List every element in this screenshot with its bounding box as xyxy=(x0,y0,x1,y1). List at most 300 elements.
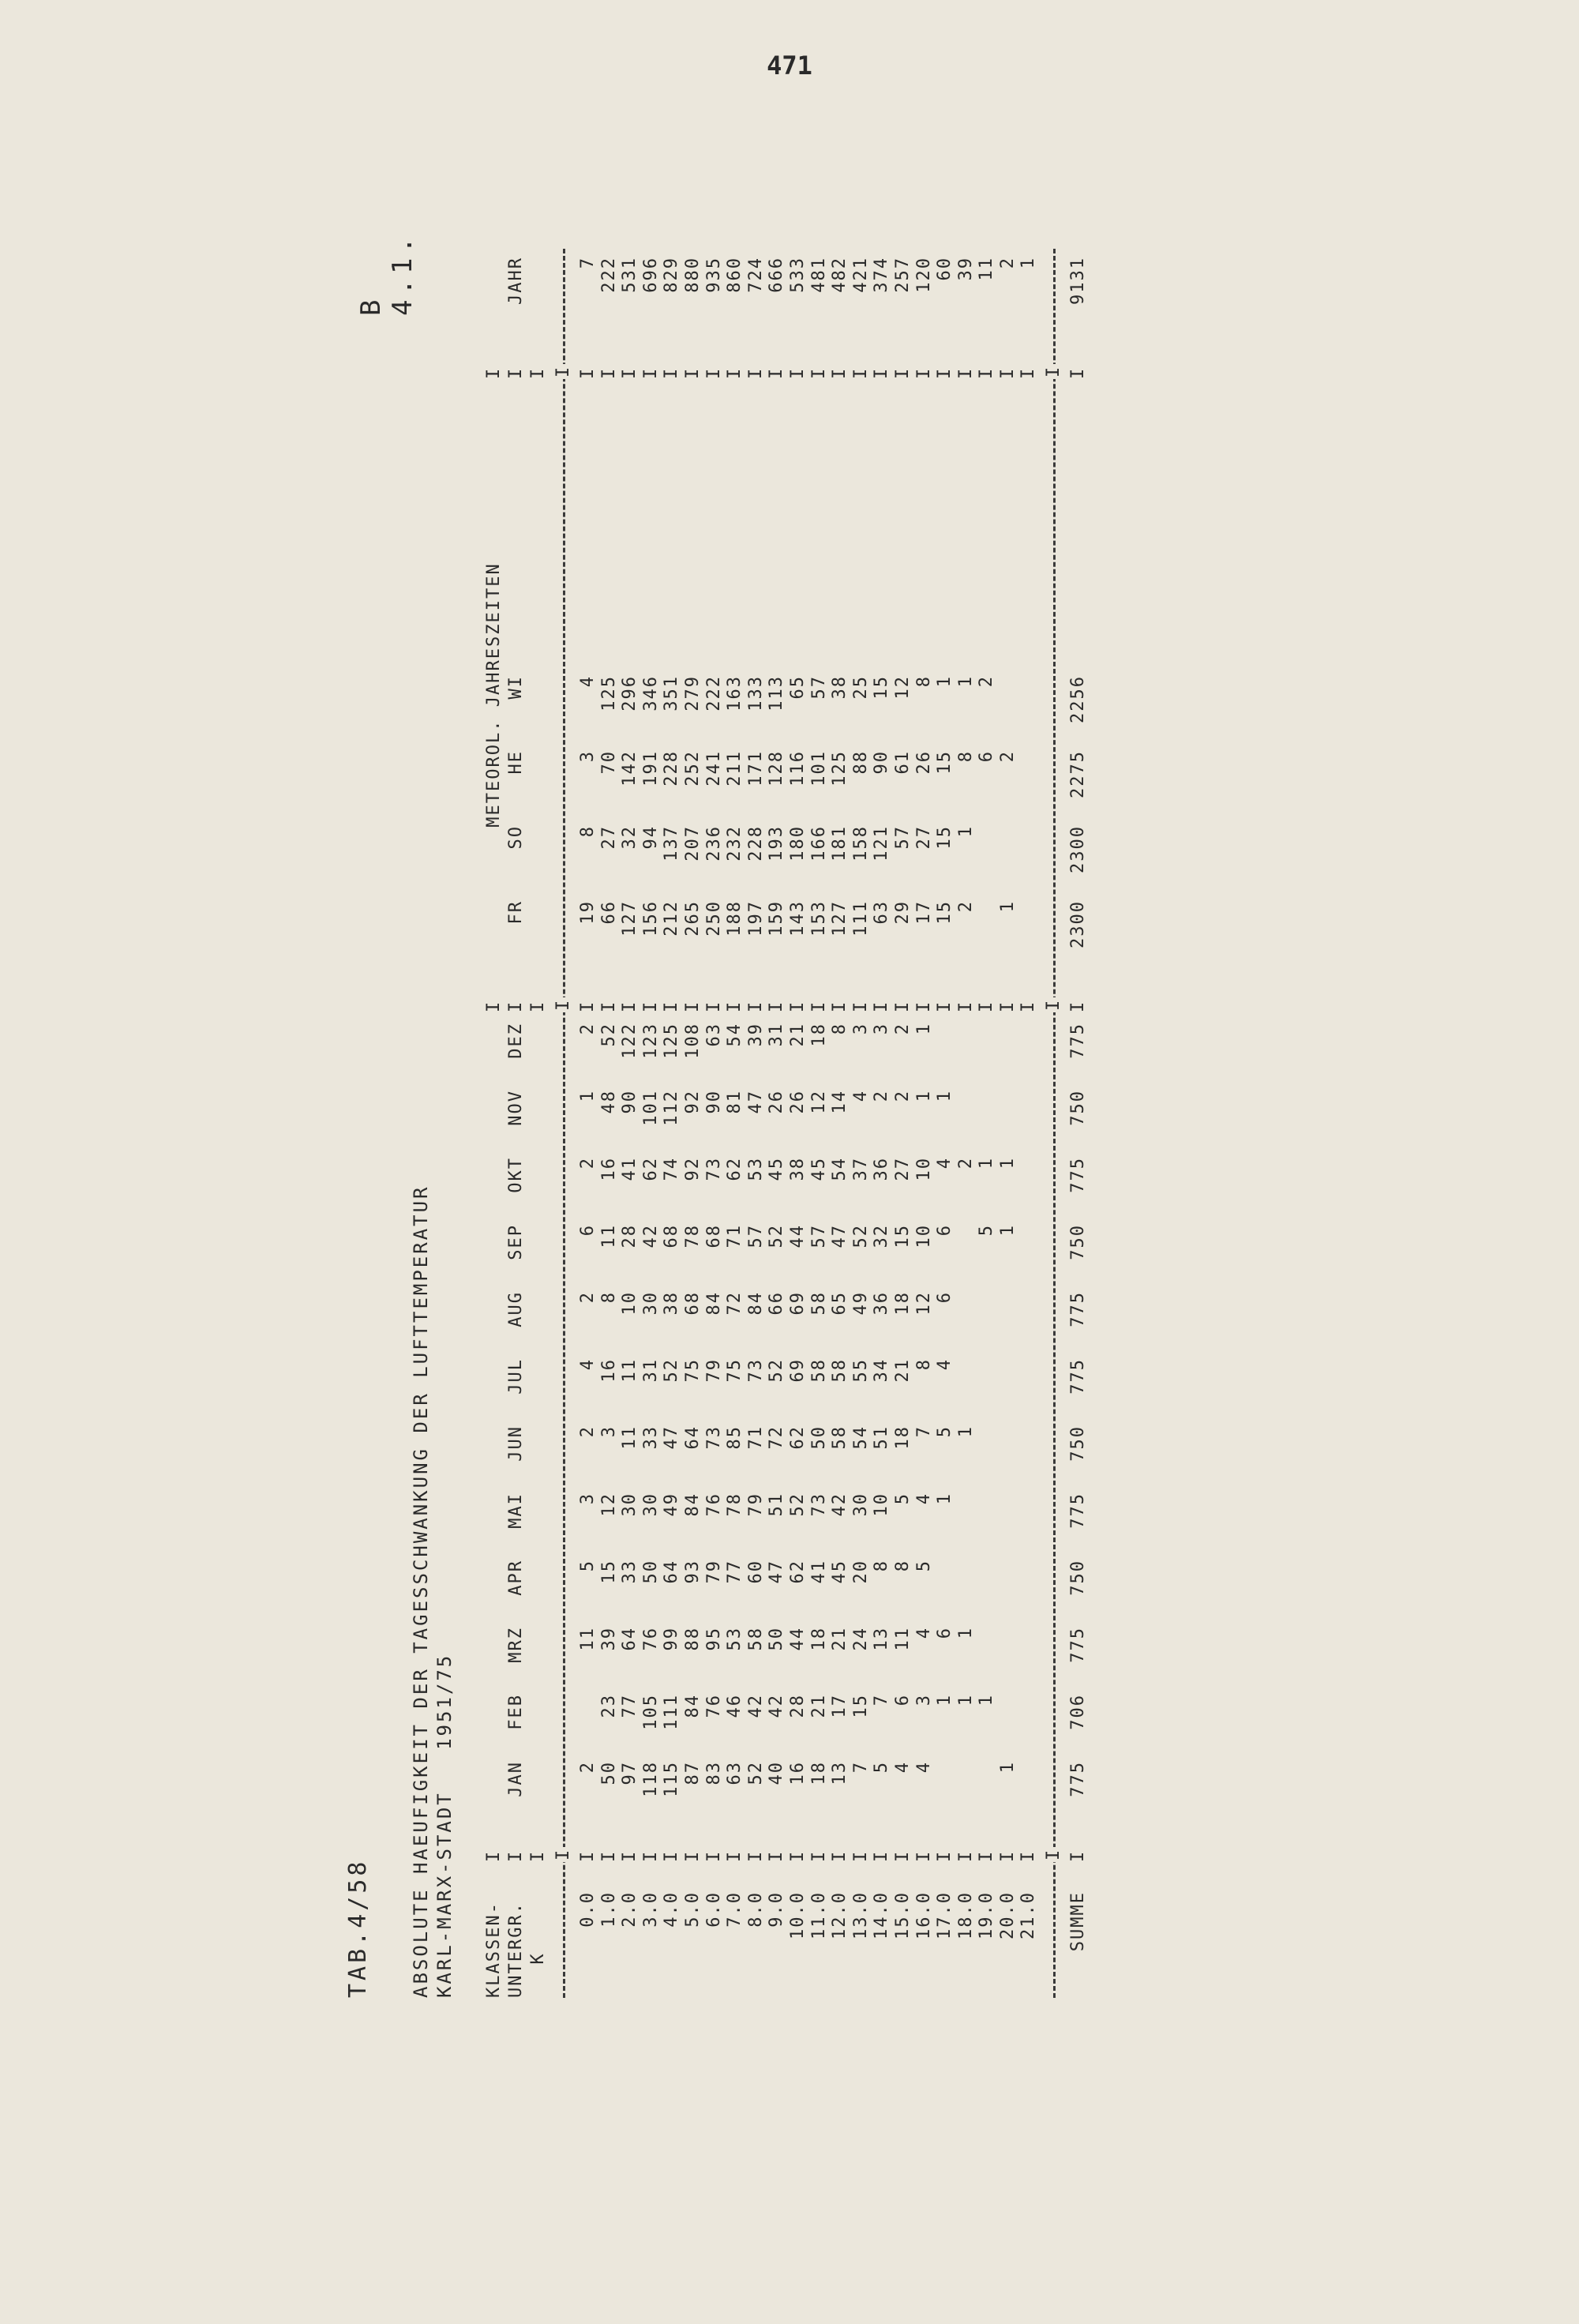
sum-season-cell: 2300 xyxy=(1068,825,1089,873)
season-cell: 116 xyxy=(787,750,808,787)
month-cell: 73 xyxy=(808,1492,829,1517)
row-bar: I xyxy=(808,1849,829,1862)
season-cell: 113 xyxy=(767,675,787,711)
year-cell: 829 xyxy=(662,257,682,293)
row-bar: I xyxy=(850,1849,871,1862)
season-cell: 29 xyxy=(892,900,913,925)
month-cell: 1 xyxy=(935,1492,955,1505)
month-cell: 58 xyxy=(808,1358,829,1383)
month-cell: 1 xyxy=(955,1627,976,1639)
season-cell: 12 xyxy=(892,675,913,700)
month-cell: 69 xyxy=(787,1358,808,1383)
month-cell: 1 xyxy=(913,1023,934,1035)
table-row xyxy=(893,249,914,1998)
month-cell: 6 xyxy=(892,1694,913,1706)
season-cell: 63 xyxy=(872,900,892,925)
class-value: 4.0 xyxy=(662,1891,682,1928)
season-cell: 228 xyxy=(662,750,682,787)
header-bar: I xyxy=(506,1000,526,1012)
row-bar: I xyxy=(640,1849,661,1862)
month-cell: 32 xyxy=(872,1224,892,1248)
month-cell: 84 xyxy=(745,1291,766,1316)
month-cell: 105 xyxy=(640,1694,661,1730)
season-cell: 90 xyxy=(872,750,892,775)
month-cell: 68 xyxy=(703,1224,724,1248)
month-cell: 52 xyxy=(767,1224,787,1248)
month-cell: 16 xyxy=(787,1761,808,1785)
month-cell: 108 xyxy=(682,1023,703,1059)
title-line-1: ABSOLUTE HAEUFIGKEIT DER TAGESSCHWANKUNG DER LUFTTEMPERATUR xyxy=(410,1185,432,1998)
table-row xyxy=(956,249,977,1998)
month-cell: 68 xyxy=(682,1291,703,1316)
month-cell: 8 xyxy=(598,1291,619,1304)
month-cell: 78 xyxy=(682,1224,703,1248)
season-cell: 207 xyxy=(682,825,703,862)
class-value: 8.0 xyxy=(745,1891,766,1928)
month-cell: 40 xyxy=(767,1761,787,1785)
season-cell: 351 xyxy=(662,675,682,711)
month-cell: 5 xyxy=(913,1560,934,1572)
month-cell: 1 xyxy=(997,1761,1018,1774)
year-cell: 696 xyxy=(640,257,661,293)
season-header-wi: WI xyxy=(506,675,526,700)
class-value: 19.0 xyxy=(977,1891,997,1939)
year-cell: 374 xyxy=(872,257,892,293)
season-cell: 32 xyxy=(620,825,640,850)
month-cell: 76 xyxy=(640,1627,661,1651)
month-cell: 4 xyxy=(935,1157,955,1170)
row-bar: I xyxy=(578,1849,598,1862)
month-cell: 123 xyxy=(640,1023,661,1059)
month-cell: 81 xyxy=(725,1090,745,1114)
month-cell: 4 xyxy=(913,1627,934,1639)
row-bar: I xyxy=(725,1849,745,1862)
row-bar: I xyxy=(935,1000,955,1012)
row-bar: I xyxy=(598,1000,619,1012)
row-bar: I xyxy=(662,1849,682,1862)
year-cell: 2 xyxy=(997,257,1018,269)
month-cell: 21 xyxy=(787,1023,808,1047)
dashed-separator xyxy=(549,249,578,1998)
month-cell: 1 xyxy=(935,1090,955,1102)
month-header-apr: APR xyxy=(506,1560,526,1596)
season-cell: 2 xyxy=(977,675,997,688)
month-cell: 62 xyxy=(725,1157,745,1181)
table-row xyxy=(704,249,726,1998)
month-cell: 69 xyxy=(787,1291,808,1316)
year-cell: 60 xyxy=(935,257,955,281)
month-cell: 2 xyxy=(578,1023,598,1035)
month-cell: 84 xyxy=(682,1694,703,1718)
month-cell: 8 xyxy=(872,1560,892,1572)
page-number: 471 xyxy=(767,51,812,81)
season-cell: 159 xyxy=(767,900,787,937)
month-cell: 99 xyxy=(662,1627,682,1651)
month-cell: 53 xyxy=(745,1157,766,1181)
month-cell: 78 xyxy=(725,1492,745,1517)
season-cell: 19 xyxy=(578,900,598,925)
class-value: 14.0 xyxy=(872,1891,892,1939)
month-cell: 7 xyxy=(913,1425,934,1438)
month-cell: 83 xyxy=(703,1761,724,1785)
header-bar: I xyxy=(528,1849,548,1862)
month-cell: 112 xyxy=(662,1090,682,1126)
month-cell: 4 xyxy=(578,1358,598,1371)
row-bar: I xyxy=(892,1849,913,1862)
table-row xyxy=(935,249,956,1998)
season-header-fr: FR xyxy=(506,900,526,925)
sum-month-cell: 750 xyxy=(1068,1224,1089,1260)
season-cell: 94 xyxy=(640,825,661,850)
row-bar: I xyxy=(830,1000,850,1012)
sum-month-cell: 750 xyxy=(1068,1090,1089,1126)
table-row xyxy=(872,249,893,1998)
month-cell: 115 xyxy=(662,1761,682,1797)
month-cell: 73 xyxy=(745,1358,766,1383)
month-cell: 30 xyxy=(640,1291,661,1316)
year-cell: 860 xyxy=(725,257,745,293)
month-cell: 13 xyxy=(872,1627,892,1651)
month-cell: 57 xyxy=(745,1224,766,1248)
row-bar: I xyxy=(892,366,913,379)
class-value: 15.0 xyxy=(892,1891,913,1939)
month-cell: 5 xyxy=(977,1224,997,1237)
month-cell: 51 xyxy=(767,1492,787,1517)
header-row-3 xyxy=(527,249,549,1998)
row-bar: I xyxy=(808,1000,829,1012)
month-cell: 44 xyxy=(787,1627,808,1651)
month-cell: 63 xyxy=(725,1761,745,1785)
sum-season-cell: 2275 xyxy=(1068,750,1089,798)
month-cell: 8 xyxy=(892,1560,913,1572)
month-cell: 3 xyxy=(872,1023,892,1035)
month-cell: 52 xyxy=(662,1358,682,1383)
month-cell: 7 xyxy=(850,1761,871,1774)
season-cell: 121 xyxy=(872,825,892,862)
season-cell: 228 xyxy=(745,825,766,862)
season-cell: 265 xyxy=(682,900,703,937)
class-value: 16.0 xyxy=(913,1891,934,1939)
month-header-feb: FEB xyxy=(506,1694,526,1730)
month-cell: 1 xyxy=(997,1224,1018,1237)
year-cell: 880 xyxy=(682,257,703,293)
season-cell: 128 xyxy=(767,750,787,787)
season-cell: 15 xyxy=(872,675,892,700)
month-cell: 58 xyxy=(830,1425,850,1450)
table-row xyxy=(641,249,662,1998)
month-cell: 10 xyxy=(913,1224,934,1248)
year-cell: 1 xyxy=(1018,257,1039,269)
season-cell: 15 xyxy=(935,750,955,775)
month-cell: 12 xyxy=(808,1090,829,1114)
month-cell: 1 xyxy=(913,1090,934,1102)
season-cell: 3 xyxy=(578,750,598,763)
row-bar: I xyxy=(830,1849,850,1862)
month-cell: 55 xyxy=(850,1358,871,1383)
month-cell: 30 xyxy=(620,1492,640,1517)
sum-month-cell: 775 xyxy=(1068,1627,1089,1663)
season-cell: 153 xyxy=(808,900,829,937)
header-bar: I xyxy=(484,1000,504,1012)
table-row xyxy=(683,249,704,1998)
month-cell: 1 xyxy=(977,1157,997,1170)
sum-month-cell: 775 xyxy=(1068,1492,1089,1529)
month-cell: 33 xyxy=(620,1560,640,1584)
season-cell: 127 xyxy=(620,900,640,937)
sum-row xyxy=(1068,249,1090,1998)
month-cell: 101 xyxy=(640,1090,661,1126)
month-cell: 45 xyxy=(767,1157,787,1181)
month-cell: 18 xyxy=(892,1425,913,1450)
sum-bar: I xyxy=(1068,366,1089,379)
season-cell: 191 xyxy=(640,750,661,787)
class-value: 21.0 xyxy=(1018,1891,1039,1939)
month-cell: 10 xyxy=(620,1291,640,1316)
sum-label: SUMME xyxy=(1068,1891,1089,1952)
row-bar: I xyxy=(787,1000,808,1012)
row-bar: I xyxy=(1018,1000,1039,1012)
frequency-table xyxy=(483,249,1090,1998)
season-cell: 296 xyxy=(620,675,640,711)
month-cell: 28 xyxy=(787,1694,808,1718)
month-cell: 92 xyxy=(682,1157,703,1181)
month-cell: 4 xyxy=(892,1761,913,1774)
month-cell: 2 xyxy=(578,1761,598,1774)
header-bar: I xyxy=(528,366,548,379)
month-cell: 85 xyxy=(725,1425,745,1450)
season-cell: 101 xyxy=(808,750,829,787)
season-cell: 125 xyxy=(830,750,850,787)
month-cell: 84 xyxy=(703,1291,724,1316)
row-bar: I xyxy=(620,1000,640,1012)
season-cell: 17 xyxy=(913,900,934,925)
row-bar: I xyxy=(703,366,724,379)
season-cell: 57 xyxy=(808,675,829,700)
row-bar: I xyxy=(872,1849,892,1862)
month-cell: 6 xyxy=(935,1291,955,1304)
season-cell: 193 xyxy=(767,825,787,862)
table-row xyxy=(767,249,788,1998)
row-bar: I xyxy=(578,366,598,379)
month-cell: 28 xyxy=(620,1224,640,1248)
year-cell: 39 xyxy=(955,257,976,281)
month-cell: 18 xyxy=(808,1023,829,1047)
row-bar: I xyxy=(1018,366,1039,379)
month-cell: 88 xyxy=(682,1627,703,1651)
month-cell: 33 xyxy=(640,1425,661,1450)
month-cell: 76 xyxy=(703,1694,724,1718)
month-header-okt: OKT xyxy=(506,1157,526,1193)
month-cell: 10 xyxy=(913,1157,934,1181)
row-bar: I xyxy=(767,1849,787,1862)
month-header-sep: SEP xyxy=(506,1224,526,1260)
season-cell: 212 xyxy=(662,900,682,937)
row-bar: I xyxy=(598,1849,619,1862)
month-cell: 63 xyxy=(703,1023,724,1047)
month-cell: 6 xyxy=(935,1224,955,1237)
month-cell: 30 xyxy=(850,1492,871,1517)
seasons-title: METEOROL. JAHRESZEITEN xyxy=(484,562,504,828)
sum-month-cell: 750 xyxy=(1068,1425,1089,1462)
year-cell: 222 xyxy=(598,257,619,293)
season-cell: 61 xyxy=(892,750,913,775)
month-cell: 3 xyxy=(578,1492,598,1505)
year-cell: 724 xyxy=(745,257,766,293)
sum-month-cell: 750 xyxy=(1068,1560,1089,1596)
season-cell: 346 xyxy=(640,675,661,711)
sum-bar: I xyxy=(1068,1849,1089,1862)
month-cell: 52 xyxy=(850,1224,871,1248)
season-cell: 65 xyxy=(787,675,808,700)
season-cell: 127 xyxy=(830,900,850,937)
season-cell: 232 xyxy=(725,825,745,862)
month-cell: 30 xyxy=(640,1492,661,1517)
month-cell: 37 xyxy=(850,1157,871,1181)
season-cell: 1 xyxy=(935,675,955,688)
month-cell: 57 xyxy=(808,1224,829,1248)
month-cell: 4 xyxy=(913,1761,934,1774)
season-cell: 27 xyxy=(598,825,619,850)
month-cell: 71 xyxy=(745,1425,766,1450)
month-cell: 42 xyxy=(640,1224,661,1248)
month-cell: 58 xyxy=(830,1358,850,1383)
separator-cross: I xyxy=(1040,364,1068,379)
sum-month-cell: 775 xyxy=(1068,1291,1089,1327)
month-cell: 50 xyxy=(808,1425,829,1450)
month-cell: 8 xyxy=(913,1358,934,1371)
season-cell: 197 xyxy=(745,900,766,937)
month-cell: 48 xyxy=(598,1090,619,1114)
separator-cross: I xyxy=(549,997,578,1012)
class-value: 17.0 xyxy=(935,1891,955,1939)
month-cell: 21 xyxy=(892,1358,913,1383)
header-row-1 xyxy=(483,249,505,1998)
month-cell: 1 xyxy=(955,1425,976,1438)
table-row xyxy=(788,249,809,1998)
month-cell: 42 xyxy=(767,1694,787,1718)
month-cell: 11 xyxy=(620,1358,640,1383)
month-cell: 2 xyxy=(578,1425,598,1438)
row-bar: I xyxy=(997,366,1018,379)
month-cell: 2 xyxy=(578,1291,598,1304)
season-cell: 70 xyxy=(598,750,619,775)
month-cell: 4 xyxy=(935,1358,955,1371)
month-cell: 64 xyxy=(682,1425,703,1450)
table-row xyxy=(662,249,683,1998)
season-cell: 1 xyxy=(955,675,976,688)
month-cell: 118 xyxy=(640,1761,661,1797)
season-cell: 15 xyxy=(935,900,955,925)
month-cell: 65 xyxy=(830,1291,850,1316)
month-cell: 45 xyxy=(830,1560,850,1584)
month-cell: 62 xyxy=(640,1157,661,1181)
season-cell: 133 xyxy=(745,675,766,711)
row-bar: I xyxy=(725,1000,745,1012)
month-cell: 64 xyxy=(662,1560,682,1584)
row-bar: I xyxy=(745,1000,766,1012)
class-value: 5.0 xyxy=(682,1891,703,1928)
month-cell: 71 xyxy=(725,1224,745,1248)
row-bar: I xyxy=(682,1000,703,1012)
month-cell: 77 xyxy=(620,1694,640,1718)
month-cell: 111 xyxy=(662,1694,682,1730)
month-header-jul: JUL xyxy=(506,1358,526,1395)
row-bar: I xyxy=(892,1000,913,1012)
header-bar: I xyxy=(484,366,504,379)
row-bar: I xyxy=(955,1849,976,1862)
season-header-he: HE xyxy=(506,750,526,775)
row-bar: I xyxy=(682,366,703,379)
month-cell: 11 xyxy=(578,1627,598,1651)
month-cell: 62 xyxy=(787,1560,808,1584)
year-cell: 531 xyxy=(620,257,640,293)
header-bar: I xyxy=(484,1849,504,1862)
year-cell: 666 xyxy=(767,257,787,293)
month-cell: 11 xyxy=(598,1224,619,1248)
month-cell: 75 xyxy=(682,1358,703,1383)
month-cell: 76 xyxy=(703,1492,724,1517)
sum-season-cell: 2256 xyxy=(1068,675,1089,723)
month-cell: 51 xyxy=(872,1425,892,1450)
season-cell: 158 xyxy=(850,825,871,862)
month-cell: 46 xyxy=(725,1694,745,1718)
month-cell: 2 xyxy=(892,1090,913,1102)
row-bar: I xyxy=(913,1849,934,1862)
season-cell: 2 xyxy=(997,750,1018,763)
month-cell: 12 xyxy=(913,1291,934,1316)
month-cell: 2 xyxy=(955,1157,976,1170)
month-cell: 75 xyxy=(725,1358,745,1383)
year-cell: 257 xyxy=(892,257,913,293)
year-cell: 481 xyxy=(808,257,829,293)
class-value: 6.0 xyxy=(703,1891,724,1928)
month-cell: 18 xyxy=(892,1291,913,1316)
month-cell: 54 xyxy=(830,1157,850,1181)
table-row xyxy=(851,249,872,1998)
season-cell: 27 xyxy=(913,825,934,850)
season-cell: 2 xyxy=(955,900,976,913)
month-cell: 49 xyxy=(662,1492,682,1517)
month-cell: 50 xyxy=(767,1627,787,1651)
row-bar: I xyxy=(640,366,661,379)
year-header: JAHR xyxy=(506,257,526,305)
season-cell: 163 xyxy=(725,675,745,711)
month-cell: 60 xyxy=(745,1560,766,1584)
month-cell: 5 xyxy=(892,1492,913,1505)
table-row xyxy=(599,249,621,1998)
season-cell: 66 xyxy=(598,900,619,925)
month-cell: 84 xyxy=(682,1492,703,1517)
month-cell: 15 xyxy=(850,1694,871,1718)
month-cell: 64 xyxy=(620,1627,640,1651)
month-cell: 6 xyxy=(578,1224,598,1237)
month-cell: 1 xyxy=(935,1694,955,1706)
table-title xyxy=(409,1185,456,1998)
season-cell: 1 xyxy=(955,825,976,838)
month-cell: 38 xyxy=(662,1291,682,1316)
season-cell: 111 xyxy=(850,900,871,937)
header-bar: I xyxy=(506,366,526,379)
row-bar: I xyxy=(598,366,619,379)
month-cell: 87 xyxy=(682,1761,703,1785)
month-cell: 97 xyxy=(620,1761,640,1785)
row-bar: I xyxy=(640,1000,661,1012)
year-cell: 11 xyxy=(977,257,997,281)
month-cell: 15 xyxy=(598,1560,619,1584)
table-row xyxy=(830,249,851,1998)
month-cell: 18 xyxy=(808,1627,829,1651)
season-cell: 137 xyxy=(662,825,682,862)
